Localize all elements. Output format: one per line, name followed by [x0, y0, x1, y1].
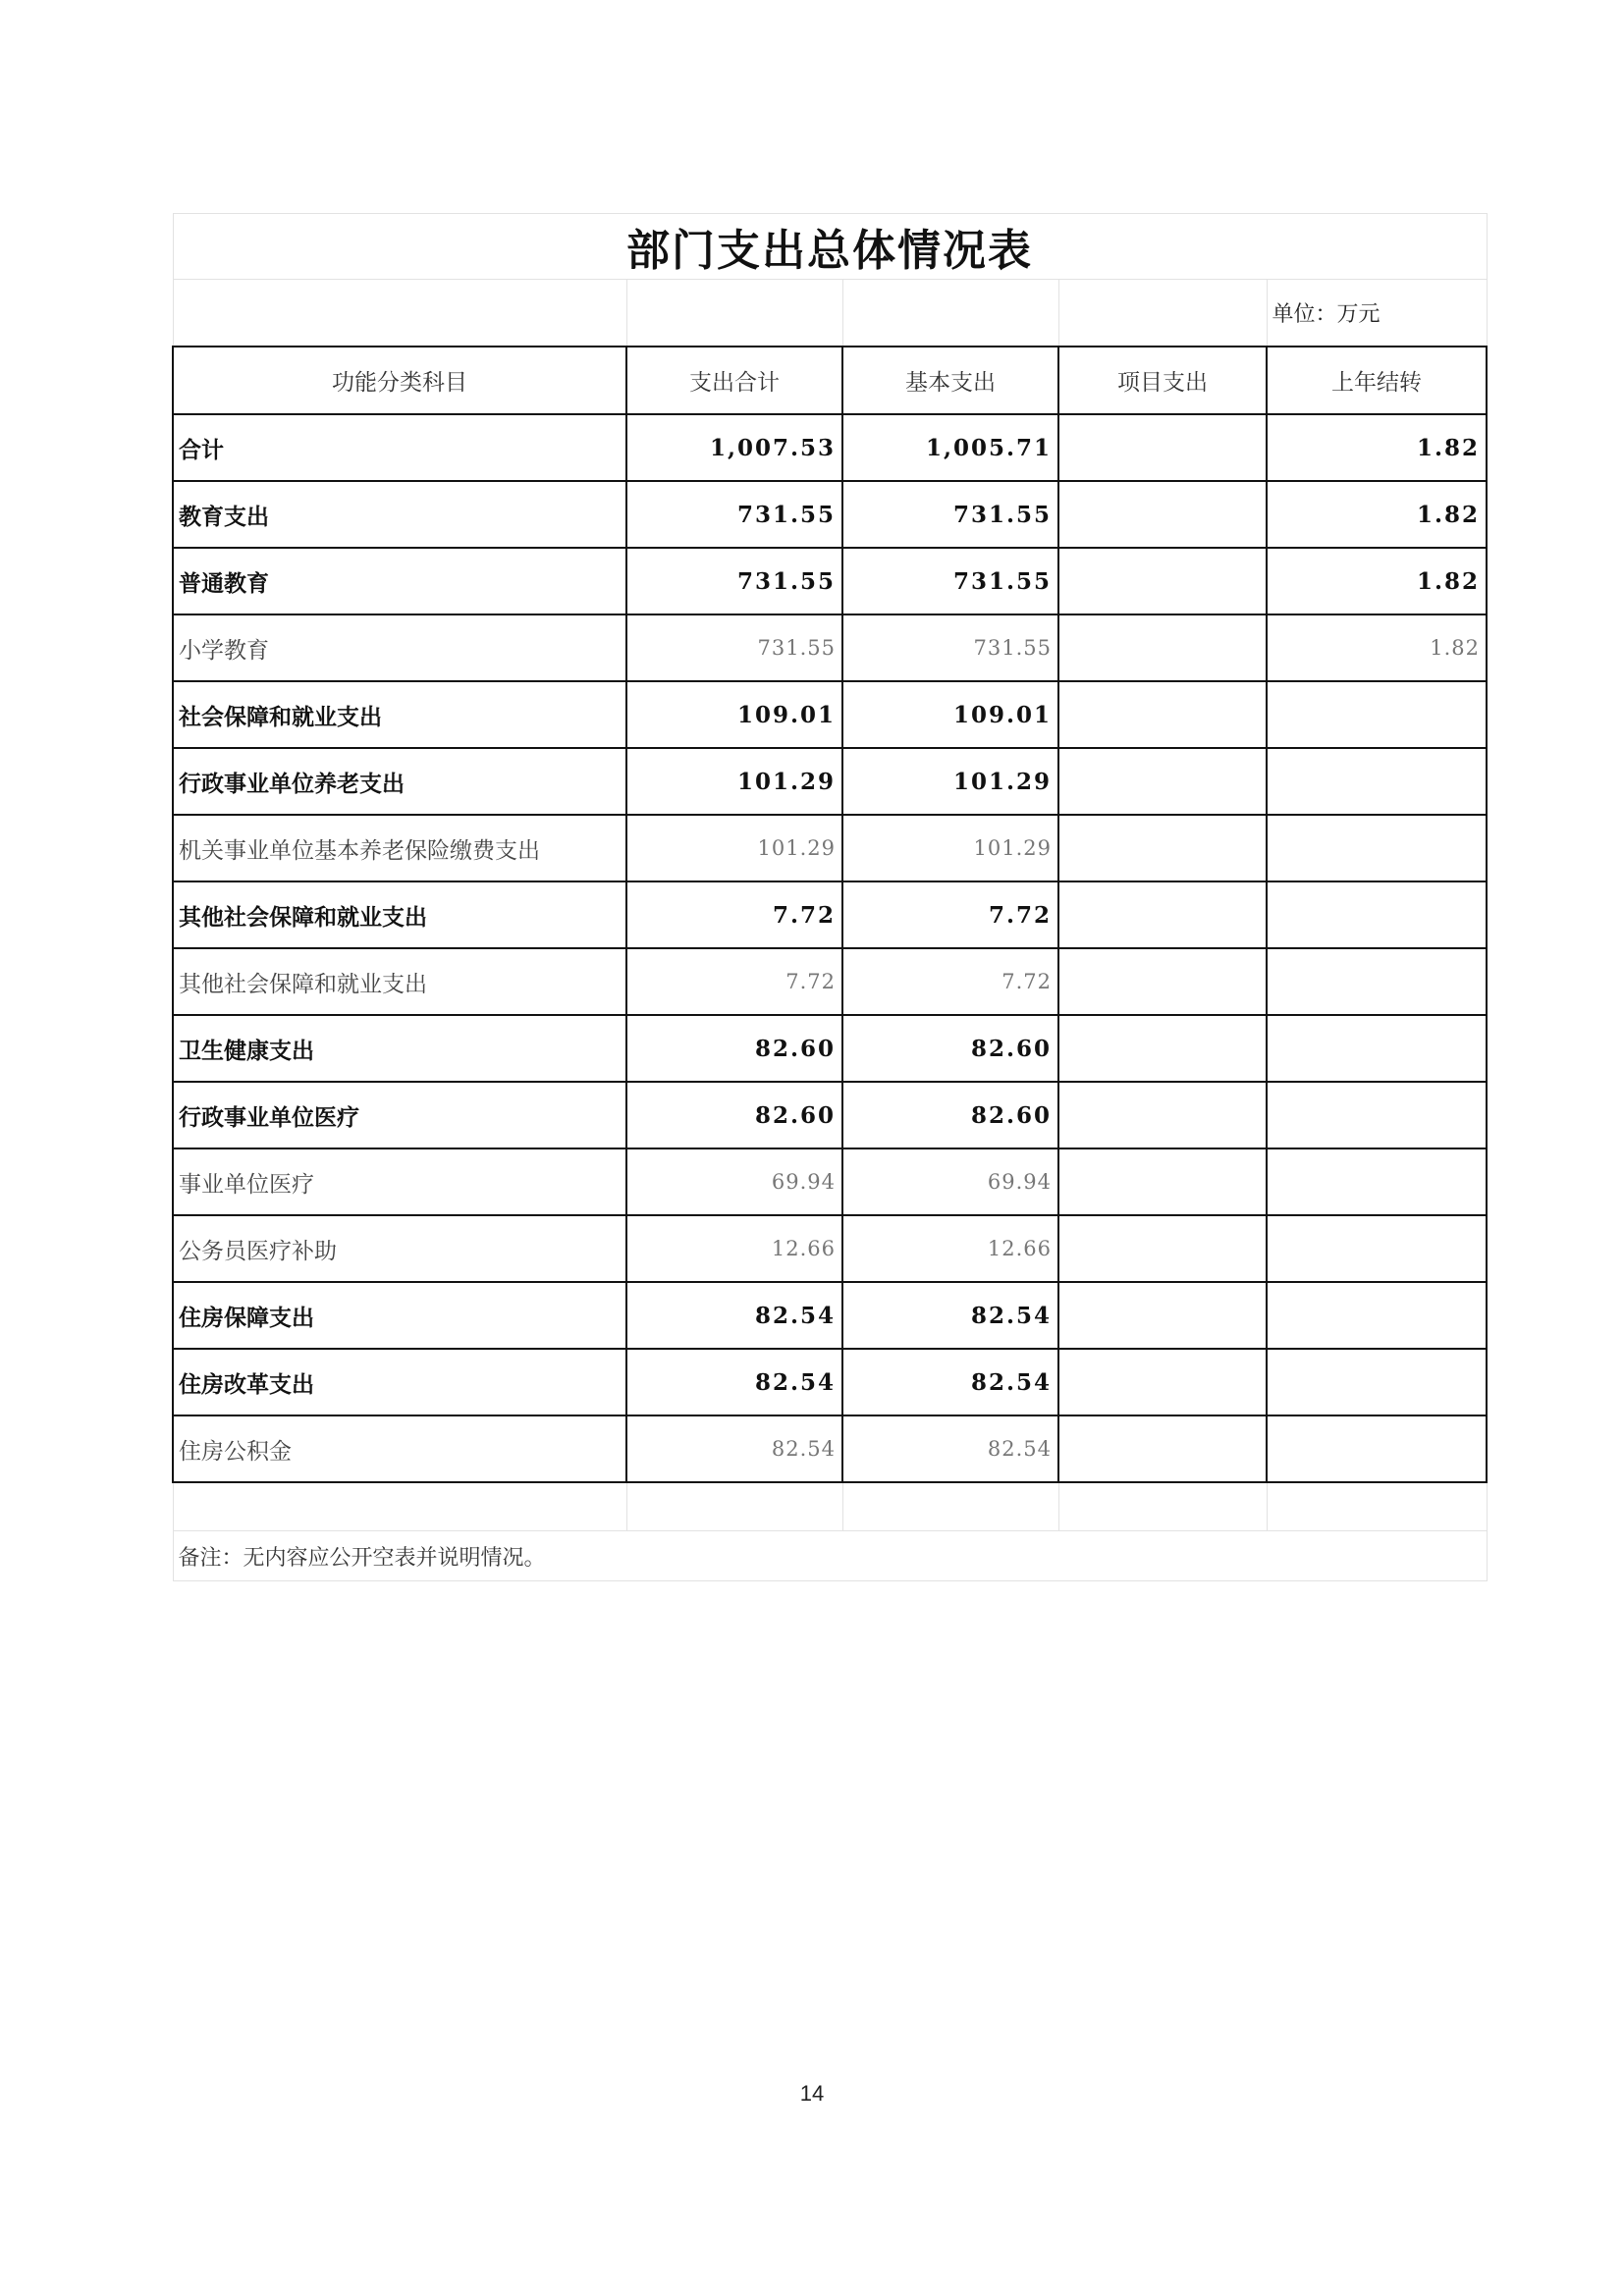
empty-cell — [1058, 280, 1267, 347]
project-cell — [1058, 548, 1267, 614]
category-cell: 住房改革支出 — [173, 1349, 626, 1415]
total-cell: 82.60 — [626, 1015, 842, 1082]
carryover-cell — [1267, 748, 1487, 815]
total-cell: 12.66 — [626, 1215, 842, 1282]
project-cell — [1058, 1349, 1267, 1415]
total-cell: 1,007.53 — [626, 414, 842, 481]
category-cell: 行政事业单位医疗 — [173, 1082, 626, 1148]
project-cell — [1058, 414, 1267, 481]
project-cell — [1058, 681, 1267, 748]
carryover-cell — [1267, 1015, 1487, 1082]
category-cell: 社会保障和就业支出 — [173, 681, 626, 748]
basic-cell: 101.29 — [842, 815, 1058, 881]
table-row — [173, 1349, 1487, 1415]
table-row — [173, 614, 1487, 681]
total-cell: 101.29 — [626, 748, 842, 815]
total-cell: 101.29 — [626, 815, 842, 881]
table-row — [173, 548, 1487, 614]
empty-cell — [173, 1482, 626, 1531]
empty-cell — [626, 1482, 842, 1531]
table-row — [173, 815, 1487, 881]
note-text: 备注：无内容应公开空表并说明情况。 — [173, 1531, 1487, 1581]
carryover-cell — [1267, 1215, 1487, 1282]
basic-cell: 101.29 — [842, 748, 1058, 815]
carryover-cell — [1267, 948, 1487, 1015]
carryover-cell — [1267, 1082, 1487, 1148]
basic-cell: 731.55 — [842, 614, 1058, 681]
project-cell — [1058, 1082, 1267, 1148]
category-cell: 其他社会保障和就业支出 — [173, 948, 626, 1015]
project-cell — [1058, 1415, 1267, 1482]
project-cell — [1058, 1215, 1267, 1282]
table-row — [173, 414, 1487, 481]
basic-cell: 82.54 — [842, 1282, 1058, 1349]
unit-label: 单位：万元 — [1267, 280, 1487, 347]
category-cell: 教育支出 — [173, 481, 626, 548]
empty-cell — [1058, 1482, 1267, 1531]
category-cell: 住房公积金 — [173, 1415, 626, 1482]
total-cell: 7.72 — [626, 948, 842, 1015]
column-header-total: 支出合计 — [626, 347, 842, 414]
project-cell — [1058, 881, 1267, 948]
table-row — [173, 948, 1487, 1015]
project-cell — [1058, 815, 1267, 881]
table-row — [173, 748, 1487, 815]
empty-cell — [842, 280, 1058, 347]
total-cell: 731.55 — [626, 481, 842, 548]
header-row — [173, 347, 1487, 414]
basic-cell: 731.55 — [842, 548, 1058, 614]
title-row — [173, 214, 1487, 280]
carryover-cell — [1267, 681, 1487, 748]
total-cell: 82.54 — [626, 1415, 842, 1482]
column-header-carryover: 上年结转 — [1267, 347, 1487, 414]
basic-cell: 7.72 — [842, 948, 1058, 1015]
category-cell: 其他社会保障和就业支出 — [173, 881, 626, 948]
project-cell — [1058, 948, 1267, 1015]
empty-cell — [626, 280, 842, 347]
total-cell: 731.55 — [626, 548, 842, 614]
carryover-cell: 1.82 — [1267, 414, 1487, 481]
carryover-cell: 1.82 — [1267, 548, 1487, 614]
category-cell: 普通教育 — [173, 548, 626, 614]
table-row — [173, 1148, 1487, 1215]
total-cell: 109.01 — [626, 681, 842, 748]
expenditure-table — [172, 213, 1488, 1581]
carryover-cell — [1267, 1282, 1487, 1349]
project-cell — [1058, 748, 1267, 815]
category-cell: 公务员医疗补助 — [173, 1215, 626, 1282]
carryover-cell — [1267, 1415, 1487, 1482]
total-cell: 69.94 — [626, 1148, 842, 1215]
note-row — [173, 1531, 1487, 1581]
basic-cell: 12.66 — [842, 1215, 1058, 1282]
table-row — [173, 481, 1487, 548]
table-title: 部门支出总体情况表 — [173, 214, 1487, 280]
blank-row — [173, 1482, 1487, 1531]
total-cell: 82.60 — [626, 1082, 842, 1148]
basic-cell: 69.94 — [842, 1148, 1058, 1215]
basic-cell: 82.54 — [842, 1349, 1058, 1415]
category-cell: 卫生健康支出 — [173, 1015, 626, 1082]
page-number: 14 — [799, 2081, 825, 2106]
carryover-cell: 1.82 — [1267, 481, 1487, 548]
table-row — [173, 681, 1487, 748]
basic-cell: 109.01 — [842, 681, 1058, 748]
project-cell — [1058, 1148, 1267, 1215]
total-cell: 82.54 — [626, 1349, 842, 1415]
carryover-cell — [1267, 881, 1487, 948]
category-cell: 事业单位医疗 — [173, 1148, 626, 1215]
carryover-cell — [1267, 1349, 1487, 1415]
total-cell: 7.72 — [626, 881, 842, 948]
basic-cell: 7.72 — [842, 881, 1058, 948]
basic-cell: 82.54 — [842, 1415, 1058, 1482]
table-row — [173, 1215, 1487, 1282]
empty-cell — [173, 280, 626, 347]
category-cell: 机关事业单位基本养老保险缴费支出 — [173, 815, 626, 881]
table-row — [173, 881, 1487, 948]
table-row — [173, 1415, 1487, 1482]
table-row — [173, 1015, 1487, 1082]
column-header-project: 项目支出 — [1058, 347, 1267, 414]
project-cell — [1058, 1015, 1267, 1082]
project-cell — [1058, 614, 1267, 681]
table-row — [173, 1082, 1487, 1148]
category-cell: 住房保障支出 — [173, 1282, 626, 1349]
basic-cell: 1,005.71 — [842, 414, 1058, 481]
expenditure-sheet — [172, 213, 1486, 1581]
category-cell: 小学教育 — [173, 614, 626, 681]
project-cell — [1058, 1282, 1267, 1349]
total-cell: 731.55 — [626, 614, 842, 681]
unit-row — [173, 280, 1487, 347]
basic-cell: 82.60 — [842, 1082, 1058, 1148]
table-row — [173, 1282, 1487, 1349]
category-cell: 行政事业单位养老支出 — [173, 748, 626, 815]
carryover-cell — [1267, 1148, 1487, 1215]
project-cell — [1058, 481, 1267, 548]
column-header-category: 功能分类科目 — [173, 347, 626, 414]
basic-cell: 82.60 — [842, 1015, 1058, 1082]
carryover-cell: 1.82 — [1267, 614, 1487, 681]
empty-cell — [842, 1482, 1058, 1531]
total-cell: 82.54 — [626, 1282, 842, 1349]
category-cell: 合计 — [173, 414, 626, 481]
column-header-basic: 基本支出 — [842, 347, 1058, 414]
carryover-cell — [1267, 815, 1487, 881]
empty-cell — [1267, 1482, 1487, 1531]
basic-cell: 731.55 — [842, 481, 1058, 548]
